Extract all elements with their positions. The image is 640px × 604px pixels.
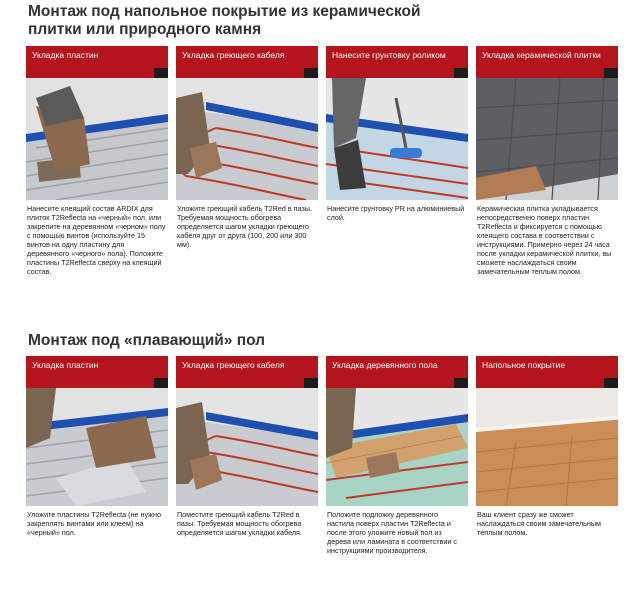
- step-card-wood-floor: [326, 356, 468, 555]
- card-header: [26, 46, 168, 78]
- card-header: [326, 46, 468, 78]
- card-header: [476, 46, 618, 78]
- step-card-plates-floating: [26, 356, 168, 537]
- card-header-label: Напольное покрытие: [482, 360, 566, 370]
- step-card-primer: [326, 46, 468, 222]
- card-description: Уложите пластины T2Reflecta (не нужно закреплять винтами или клеем) на «черный» пол.: [27, 510, 161, 537]
- section1-title: [28, 3, 421, 39]
- card-header-label: Укладка керамической плитки: [482, 50, 601, 60]
- card-description: Ваш клиент сразу же сможет наслаждаться своим замечательным теплым полом.: [477, 510, 601, 537]
- card-header-label: Укладка пластин: [32, 360, 99, 370]
- step-card-plates: [26, 46, 168, 276]
- header-corner: [154, 68, 168, 78]
- card-header: [26, 356, 168, 388]
- card-description: Поместите греющий кабель T2Red в пазы. Требуемая мощность обогрева определяется шагом укладки кабеля.: [177, 510, 302, 537]
- section2-title: Монтаж под «плавающий» пол: [28, 332, 266, 349]
- header-corner: [604, 68, 618, 78]
- step-photo: [26, 78, 168, 200]
- card-header: [476, 356, 618, 388]
- card-description: Положите подложку деревянного настила поверх пластин T2Reflecta и после этого уложите новый пол из дерева или ламината в соответствии с инструкциями производителя.: [327, 510, 457, 555]
- card-header-label: Укладка греющего кабеля: [182, 50, 285, 60]
- card-description: Керамическая плитка укладывается непосредственно поверх пластин T2Reflecta и фиксируется с помощью клеящего состава в соответствии с инструкциями. Примерно через 24 часа после укладки керамической плитки, вы сможете наслаждаться своим замечательным теплым полом.: [477, 204, 612, 276]
- header-corner: [304, 68, 318, 78]
- card-header: [176, 356, 318, 388]
- header-corner: [154, 378, 168, 388]
- section1-title-line2: плитки или природного камня: [28, 21, 262, 38]
- step-card-cable-floating: [176, 356, 318, 537]
- card-description: Нанесите грунтовку PR на алюминиевый слой.: [327, 204, 465, 222]
- card-header-label: Укладка деревянного пола: [332, 360, 438, 370]
- step-photo: [176, 388, 318, 506]
- step-photo: [476, 78, 618, 200]
- step-photo: [476, 388, 618, 506]
- card-description: Нанесите клеящий состав ARDIX для плиток T2Reflecta на «черный» пол, или закрепите на деревянном «черном» полу с помощью винтов (используйте 15 винтов на одну пластину для деревянного «черного» пола). Положите пластины T2Reflecta сверху на клеящий состав.: [27, 204, 166, 276]
- step-card-tiles: [476, 46, 618, 276]
- card-header-label: Укладка пластин: [32, 50, 99, 60]
- step-photo: [26, 388, 168, 506]
- header-corner: [304, 378, 318, 388]
- section1-title-line1: Монтаж под напольное покрытие из керамической: [28, 3, 421, 20]
- step-photo: [326, 388, 468, 506]
- card-header-label: Укладка греющего кабеля: [182, 360, 285, 370]
- step-card-cable: [176, 46, 318, 249]
- step-photo: [326, 78, 468, 200]
- step-card-floor-covering: [476, 356, 618, 537]
- header-corner: [454, 378, 468, 388]
- step-photo: [176, 78, 318, 200]
- card-header: [326, 356, 468, 388]
- header-corner: [604, 378, 618, 388]
- card-description: Уложите греющий кабель T2Red в пазы. Требуемая мощность обогрева определяется шагом укладки греющего кабеля друг от друга (100, 200 или 300 мм).: [177, 204, 312, 249]
- header-corner: [454, 68, 468, 78]
- card-header-label: Нанесите грунтовку роликом: [332, 50, 446, 60]
- card-header: [176, 46, 318, 78]
